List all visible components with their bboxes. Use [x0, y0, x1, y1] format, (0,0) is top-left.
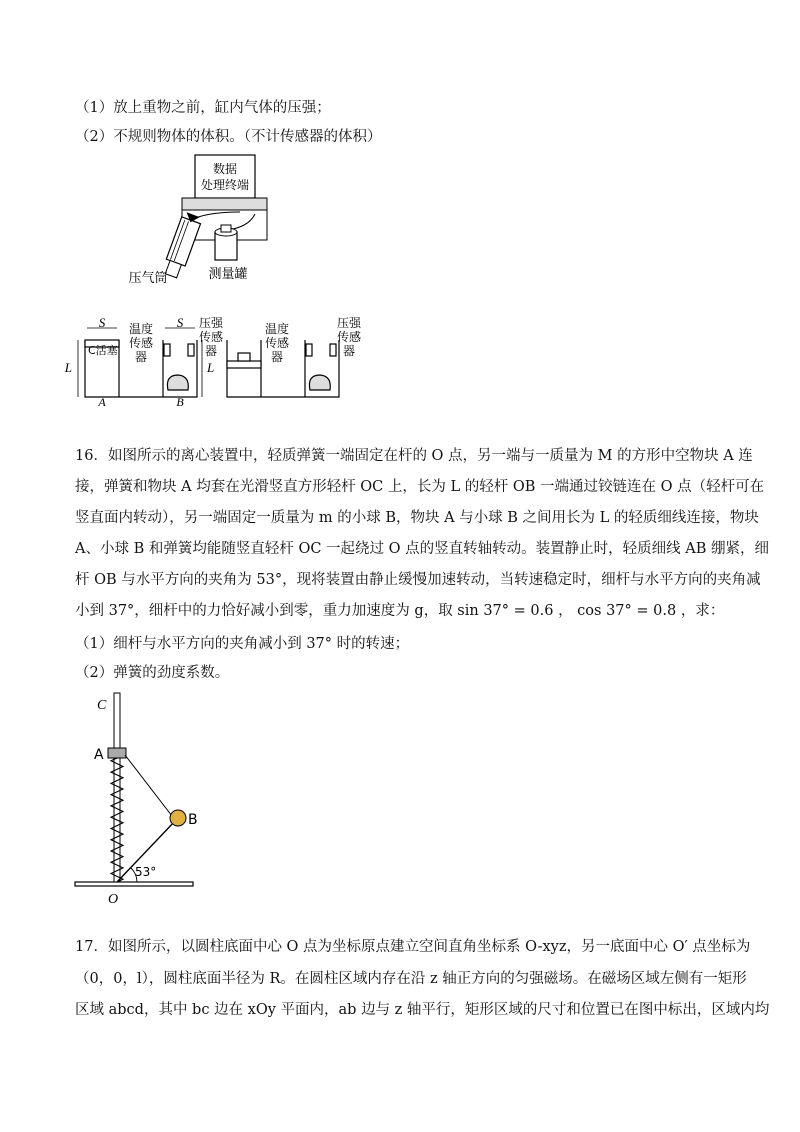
- q16-line-1: 16．如图所示的离心装置中，轻质弹簧一端固定在杆的 O 点，另一端与一质量为 M 的方形中空物块 A 连: [75, 448, 753, 464]
- label-S-2: S: [176, 315, 184, 330]
- temp-sensor-1b: 传感: [128, 336, 154, 350]
- temp-sensor-2c: 器: [270, 350, 284, 364]
- label-o: O: [108, 892, 119, 907]
- q16-line-3: 竖直面内转动），另一端固定一质量为 m 的小球 B，物块 A 与小球 B 之间用长为 L 的轻质细线连接，物块: [75, 510, 759, 526]
- q16-sub1: （1）细杆与水平方向的夹角减小到 37° 时的转速；: [75, 636, 410, 652]
- q17-line-3: 区域 abcd，其中 bc 边在 xOy 平面内，ab 边与 z 轴平行，矩形区域的尺寸和位置已在图中标出，区域内均: [75, 1002, 770, 1018]
- label-b: B: [188, 812, 198, 828]
- q16-line-6: 小到 37°，细杆中的力恰好减小到零，重力加速度为 g，取 sin 37° = 0.6 ， cos 37° = 0.8 ，求：: [75, 603, 725, 619]
- tank-icon: [215, 225, 237, 260]
- centrifuge-figure: [0, 690, 800, 915]
- temp-sensor-2a: 温度: [264, 322, 290, 336]
- q15-sub1: （1）放上重物之前，缸内气体的压强；: [75, 100, 331, 116]
- label-a: A: [94, 747, 104, 763]
- q16-line-2: 接，弹簧和物块 A 均套在光滑竖直方形轻杆 OC 上，长为 L 的轻杆 OB 一端通过铰链连在 O 点（轻杆可在: [75, 479, 765, 495]
- q17-line-1: 17．如图所示，以圆柱底面中心 O 点为坐标原点建立空间直角坐标系 O-xyz，另一底面中心 O′ 点坐标为: [75, 939, 751, 955]
- label-C-piston: C活塞: [88, 344, 118, 357]
- press-sensor-1b: 传感: [198, 330, 224, 344]
- string-ab: [125, 755, 172, 816]
- label-S-1: S: [98, 315, 106, 330]
- label-angle: 53°: [135, 865, 157, 879]
- q15-sub2: （2）不规则物体的体积。（不计传感器的体积）: [75, 129, 382, 145]
- terminal-label-1: 数据: [212, 162, 238, 176]
- label-c: C: [97, 698, 107, 713]
- temp-sensor-1a: 温度: [128, 322, 154, 336]
- press-sensor-1a: 压强: [198, 316, 224, 330]
- press-sensor-2b: 传感: [336, 330, 362, 344]
- press-sensor-1c: 器: [204, 344, 218, 358]
- base-plate: [75, 882, 193, 886]
- press-sensor-2a: 压强: [336, 316, 362, 330]
- ball-b: [170, 810, 186, 826]
- label-A: A: [98, 395, 106, 409]
- pump-label: 压气筒: [128, 271, 168, 286]
- temp-sensor-2b: 传感: [264, 336, 290, 350]
- q16-line-4: A、小球 B 和弹簧均能随竖直轻杆 OC 一起绕过 O 点的竖直转轴转动。装置静止时，轻质细线 AB 绷紧，细: [75, 541, 769, 557]
- label-L-1: L: [64, 360, 72, 375]
- temp-sensor-1c: 器: [134, 350, 148, 364]
- label-L-2: L: [207, 360, 215, 375]
- q17-line-2: （0，0，l），圆柱底面半径为 R。在圆柱区域内存在沿 z 轴正方向的匀强磁场。在磁场区域左侧有一矩形: [75, 971, 747, 987]
- q16-sub2: （2）弹簧的劲度系数。: [75, 665, 230, 681]
- block-a: [108, 748, 126, 758]
- label-B: B: [176, 395, 184, 409]
- press-sensor-2c: 器: [342, 344, 356, 358]
- terminal-label-2: 处理终端: [200, 178, 250, 192]
- gas-apparatus-figure: [0, 150, 800, 410]
- q16-line-5: 杆 OB 与水平方向的夹角为 53°，现将装置由静止缓慢加速转动，当转速稳定时，细杆与水平方向的夹角减: [75, 572, 761, 588]
- tank-label: 测量罐: [208, 267, 248, 282]
